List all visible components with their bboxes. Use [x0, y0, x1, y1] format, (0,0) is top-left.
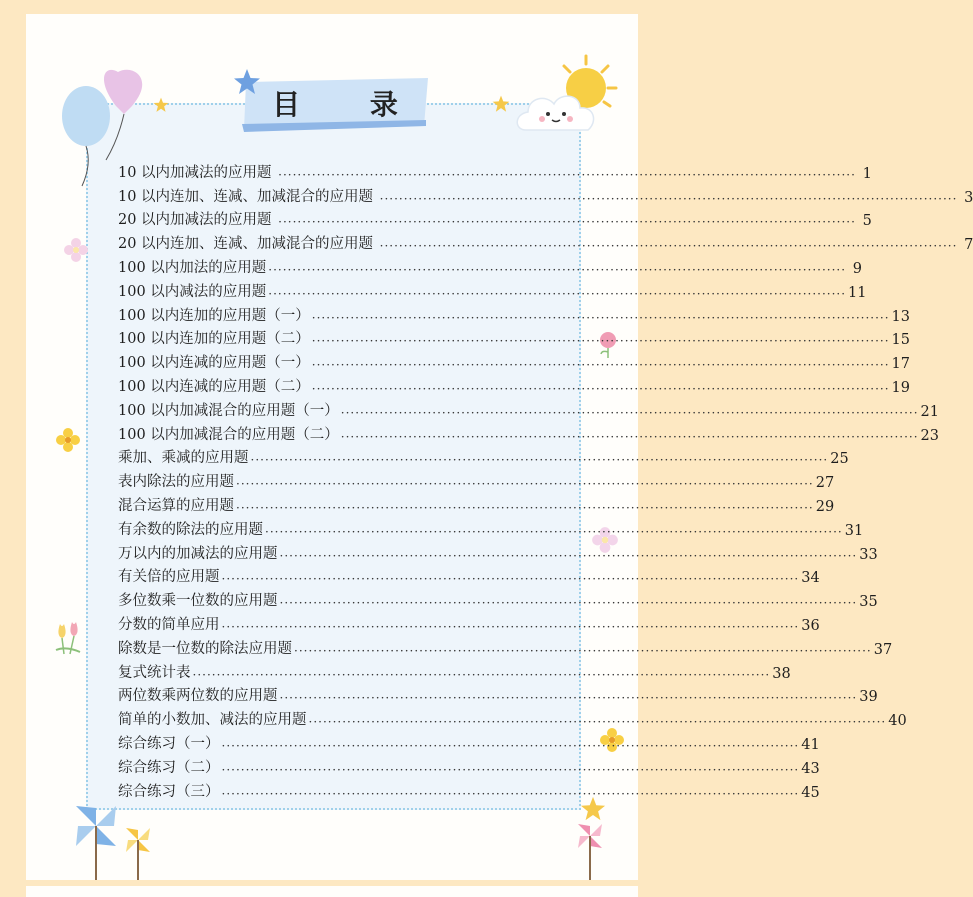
toc-entry[interactable] [118, 586, 878, 611]
toc-leader-dots: ························································································································ [221, 786, 800, 801]
toc-leader-dots: ························································································································ [279, 596, 858, 611]
toc-entry-page: 39 [859, 689, 878, 706]
toc-entry[interactable] [118, 182, 973, 206]
toc-entry-page: 9 [852, 260, 863, 277]
toc-leader-dots: ························································································································ [268, 286, 847, 301]
toc-entry[interactable] [118, 777, 820, 801]
toc-entry-label: 表内除法的应用题 [118, 474, 234, 491]
toc-entry[interactable] [118, 682, 878, 706]
toc-entry-label: 复式统计表 [118, 664, 191, 681]
toc-leader-dots: ························································································································ [236, 477, 814, 492]
toc-entry-label: 综合练习（二） [118, 759, 220, 776]
toc-entry-page: 13 [891, 308, 910, 325]
toc-entry-page: 31 [844, 522, 864, 539]
toc-entry[interactable] [118, 396, 939, 420]
toc-entry-label: 10 以内加减法的应用题 [118, 164, 277, 181]
toc-entry[interactable] [118, 206, 872, 230]
toc-entry-page: 43 [801, 760, 820, 777]
toc-entry-label: 100 以内加减混合的应用题（一） [118, 402, 339, 419]
toc-leader-dots: ························································································································ [265, 524, 843, 539]
toc-entry[interactable] [118, 753, 820, 777]
toc-entry-page: 7 [964, 237, 973, 254]
toc-entry[interactable] [118, 348, 910, 373]
toc-entry[interactable] [118, 253, 863, 277]
pinwheel-icon [572, 820, 608, 880]
toc-entry-page: 19 [891, 379, 910, 396]
toc-entry-page: 15 [891, 332, 910, 349]
star-icon [233, 68, 261, 96]
flower-icon [54, 425, 82, 455]
toc-leader-dots: ························································································································ [308, 715, 887, 730]
toc-entry[interactable] [118, 277, 867, 301]
tulip-icon [52, 620, 84, 658]
toc-entry[interactable] [118, 658, 791, 682]
toc-entry-label: 有关倍的应用题 [118, 569, 220, 586]
toc-entry-page: 33 [859, 546, 878, 563]
toc-entry-label: 乘加、乘减的应用题 [118, 450, 249, 467]
toc-entry-page: 34 [801, 570, 820, 587]
toc-entry[interactable] [118, 634, 893, 658]
toc-entry-page: 11 [848, 284, 867, 301]
toc-entry-page: 21 [920, 403, 939, 420]
pinwheels-icon [66, 800, 166, 880]
toc-entry-label: 100 以内连减的应用题（一） [118, 355, 310, 372]
toc-entry-page: 37 [873, 641, 893, 658]
toc-leader-dots: ························································································································ [340, 429, 919, 444]
toc-entry[interactable] [118, 491, 835, 515]
toc-entry-label: 简单的小数加、减法的应用题 [118, 712, 307, 729]
toc-entry[interactable] [118, 467, 835, 492]
toc-entry-page: 38 [772, 665, 791, 682]
small-star-icon [153, 97, 169, 113]
flower-icon [62, 236, 90, 264]
sun-cloud-icon [512, 52, 624, 140]
toc-leader-dots: ························································································································ [379, 191, 958, 206]
toc-entry-label: 万以内的加减法的应用题 [118, 545, 278, 562]
toc-entry-page: 3 [964, 189, 973, 206]
toc-entry[interactable] [118, 729, 820, 753]
toc-leader-dots: ························································································································ [221, 619, 800, 634]
toc-entry[interactable] [118, 705, 907, 730]
toc-entry-page: 40 [888, 713, 907, 730]
toc-leader-dots: ························································································································ [278, 167, 856, 182]
toc-entry-label: 100 以内减法的应用题 [118, 283, 267, 300]
toc-entry-page: 25 [830, 451, 849, 468]
toc-entry-label: 100 以内连减的应用题（二） [118, 378, 310, 395]
toc-entry-label: 多位数乘一位数的应用题 [118, 593, 278, 610]
toc-entry-label: 分数的简单应用 [118, 616, 220, 633]
toc-entry-page: 17 [891, 356, 910, 373]
toc-entry-label: 有余数的除法的应用题 [118, 521, 263, 538]
toc-entry-label: 10 以内连加、连减、加减混合的应用题 [118, 188, 378, 205]
toc-entry-page: 41 [801, 736, 820, 753]
toc-leader-dots: ························································································································ [268, 262, 847, 277]
title-banner [240, 76, 430, 134]
toc-leader-dots: ························································································································ [221, 762, 800, 777]
toc-entry-label: 100 以内加减混合的应用题（二） [118, 426, 339, 443]
toc-leader-dots: ························································································································ [221, 572, 800, 587]
toc-leader-dots: ························································································································ [340, 405, 919, 420]
toc-entry[interactable] [118, 515, 864, 539]
toc-leader-dots: ························································································································ [311, 358, 890, 373]
toc-leader-dots: ························································································································ [278, 215, 856, 230]
toc-leader-dots: ························································································································ [250, 453, 829, 468]
toc-entry-label: 100 以内连加的应用题（一） [118, 307, 310, 324]
toc-entry[interactable] [118, 563, 820, 587]
toc-entry-page: 45 [801, 784, 820, 801]
toc-entry-label: 综合练习（三） [118, 783, 220, 800]
toc-entry[interactable] [118, 539, 878, 563]
toc-leader-dots: ························································································································ [279, 691, 858, 706]
toc-entry-label: 100 以内连加的应用题（二） [118, 331, 310, 348]
toc-entry-page: 29 [815, 498, 835, 515]
toc-entry[interactable] [118, 158, 872, 182]
toc-entry-page: 23 [920, 427, 939, 444]
toc-entry[interactable] [118, 610, 820, 634]
next-page-edge [26, 886, 638, 897]
toc-entry-label: 20 以内加减法的应用题 [118, 212, 277, 229]
toc-entry-label: 综合练习（一） [118, 735, 220, 752]
toc-leader-dots: ························································································································ [311, 334, 890, 349]
toc-entry[interactable] [118, 372, 910, 396]
page-title: 目 录 [272, 88, 428, 121]
toc-entry-page: 27 [815, 475, 835, 492]
toc-entry[interactable] [118, 229, 973, 254]
toc-entry-label: 20 以内连加、连减、加减混合的应用题 [118, 236, 378, 253]
small-star-icon [492, 95, 510, 113]
toc-entry-label: 混合运算的应用题 [118, 497, 234, 514]
toc-entry-label: 100 以内加法的应用题 [118, 259, 267, 276]
toc-leader-dots: ························································································································ [192, 667, 771, 682]
toc-entry-page: 1 [862, 165, 872, 182]
toc-leader-dots: ························································································································ [311, 310, 890, 325]
toc-entry-label: 两位数乘两位数的应用题 [118, 688, 278, 705]
toc-leader-dots: ························································································································ [279, 548, 858, 563]
toc-entry[interactable] [118, 444, 849, 468]
table-of-contents [118, 158, 973, 801]
toc-leader-dots: ························································································································ [221, 738, 800, 753]
toc-leader-dots: ························································································································ [294, 643, 872, 658]
toc-entry-page: 36 [801, 617, 820, 634]
toc-leader-dots: ························································································································ [311, 381, 890, 396]
toc-entry[interactable] [118, 420, 939, 444]
toc-entry[interactable] [118, 301, 910, 325]
toc-leader-dots: ························································································································ [236, 500, 814, 515]
toc-leader-dots: ························································································································ [379, 239, 958, 254]
toc-entry-page: 5 [862, 213, 872, 230]
toc-entry-page: 35 [859, 594, 878, 611]
toc-entry[interactable] [118, 325, 910, 349]
toc-entry-label: 除数是一位数的除法应用题 [118, 640, 292, 657]
